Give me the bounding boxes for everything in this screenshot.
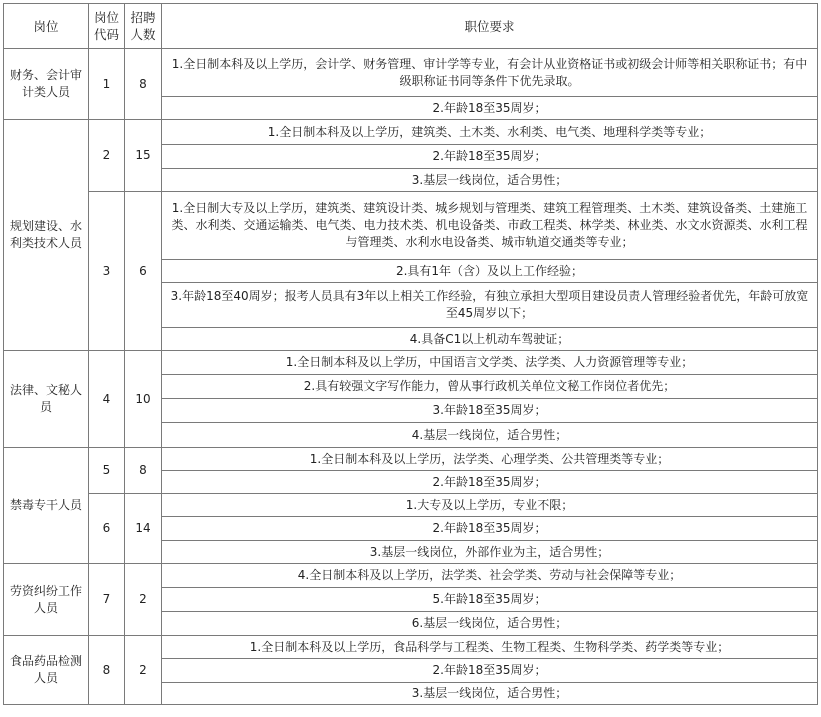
- requirement-cell: 4.具备C1以上机动车驾驶证；: [162, 328, 818, 351]
- requirement-cell: 1.大专及以上学历，专业不限；: [162, 494, 818, 517]
- count-cell: 15: [125, 120, 162, 192]
- table-row: [4, 564, 818, 588]
- requirement-cell: 1.全日制本科及以上学历，食品科学与工程类、生物工程类、生物科学类、药学类等专业；: [162, 636, 818, 659]
- position-cell: 食品药品检测人员: [4, 636, 89, 705]
- table-row: [4, 192, 818, 260]
- requirement-cell: 2.年龄18至35周岁；: [162, 145, 818, 169]
- code-cell: 8: [89, 636, 125, 705]
- requirement-cell: 1.全日制大专及以上学历，建筑类、建筑设计类、城乡规划与管理类、建筑工程管理类、土木类、建筑设备类、土建施工类、水利类、交通运输类、电气类、电力技术类、机电设备类、市政工程类、林学类、林业类、水文水资源类、水利工程与管理类、水利水电设备类、城市轨道交通类等专业；: [162, 192, 818, 260]
- count-cell: 2: [125, 636, 162, 705]
- requirement-cell: 5.年龄18至35周岁；: [162, 588, 818, 612]
- requirement-cell: 1.全日制本科及以上学历，建筑类、土木类、水利类、电气类、地理科学类等专业；: [162, 120, 818, 145]
- header-count: 招聘人数: [125, 4, 162, 49]
- position-cell: 财务、会计审计类人员: [4, 49, 89, 120]
- count-cell: 10: [125, 351, 162, 448]
- requirement-cell: 3.基层一线岗位，适合男性；: [162, 169, 818, 192]
- requirement-cell: 3.年龄18至35周岁；: [162, 399, 818, 423]
- requirement-cell: 1.全日制本科及以上学历，会计学、财务管理、审计学等专业，有会计从业资格证书或初级会计师等相关职称证书；有中级职称证书同等条件下优先录取。: [162, 49, 818, 97]
- recruitment-table: [3, 3, 818, 705]
- requirement-cell: 1.全日制本科及以上学历，中国语言文学类、法学类、人力资源管理等专业；: [162, 351, 818, 375]
- requirement-cell: 6.基层一线岗位，适合男性；: [162, 612, 818, 636]
- requirement-cell: 2.年龄18至35周岁；: [162, 471, 818, 494]
- code-cell: 7: [89, 564, 125, 636]
- requirement-cell: 3.基层一线岗位，适合男性；: [162, 683, 818, 705]
- position-cell: 规划建设、水利类技术人员: [4, 120, 89, 351]
- requirement-cell: 2.具有较强文字写作能力，曾从事行政机关单位文秘工作岗位者优先；: [162, 375, 818, 399]
- header-row: [4, 4, 818, 49]
- code-cell: 6: [89, 494, 125, 564]
- header-position: 岗位: [4, 4, 89, 49]
- requirement-cell: 2.年龄18至35周岁；: [162, 659, 818, 683]
- count-cell: 14: [125, 494, 162, 564]
- requirement-cell: 2.年龄18至35周岁；: [162, 97, 818, 120]
- table-row: [4, 351, 818, 375]
- count-cell: 2: [125, 564, 162, 636]
- count-cell: 6: [125, 192, 162, 351]
- table-row: [4, 636, 818, 659]
- requirement-cell: 1.全日制本科及以上学历，法学类、心理学类、公共管理类等专业；: [162, 448, 818, 471]
- count-cell: 8: [125, 49, 162, 120]
- code-cell: 2: [89, 120, 125, 192]
- table-row: [4, 448, 818, 471]
- code-cell: 1: [89, 49, 125, 120]
- position-cell: 禁毒专干人员: [4, 448, 89, 564]
- requirement-cell: 2.具有1年（含）及以上工作经验；: [162, 260, 818, 283]
- requirement-cell: 3.基层一线岗位，外部作业为主，适合男性；: [162, 541, 818, 564]
- requirement-cell: 2.年龄18至35周岁；: [162, 517, 818, 541]
- code-cell: 5: [89, 448, 125, 494]
- header-requirements: 职位要求: [162, 4, 818, 49]
- code-cell: 4: [89, 351, 125, 448]
- header-code: 岗位代码: [89, 4, 125, 49]
- position-cell: 法律、文秘人员: [4, 351, 89, 448]
- requirement-cell: 4.全日制本科及以上学历，法学类、社会学类、劳动与社会保障等专业；: [162, 564, 818, 588]
- table-row: [4, 49, 818, 97]
- position-cell: 劳资纠纷工作人员: [4, 564, 89, 636]
- table-row: [4, 494, 818, 517]
- count-cell: 8: [125, 448, 162, 494]
- table-row: [4, 120, 818, 145]
- table-body: [4, 4, 818, 705]
- code-cell: 3: [89, 192, 125, 351]
- requirement-cell: 3.年龄18至40周岁；报考人员具有3年以上相关工作经验，有独立承担大型项目建设员责人管理经验者优先，年龄可放宽至45周岁以下；: [162, 283, 818, 328]
- requirement-cell: 4.基层一线岗位，适合男性；: [162, 423, 818, 448]
